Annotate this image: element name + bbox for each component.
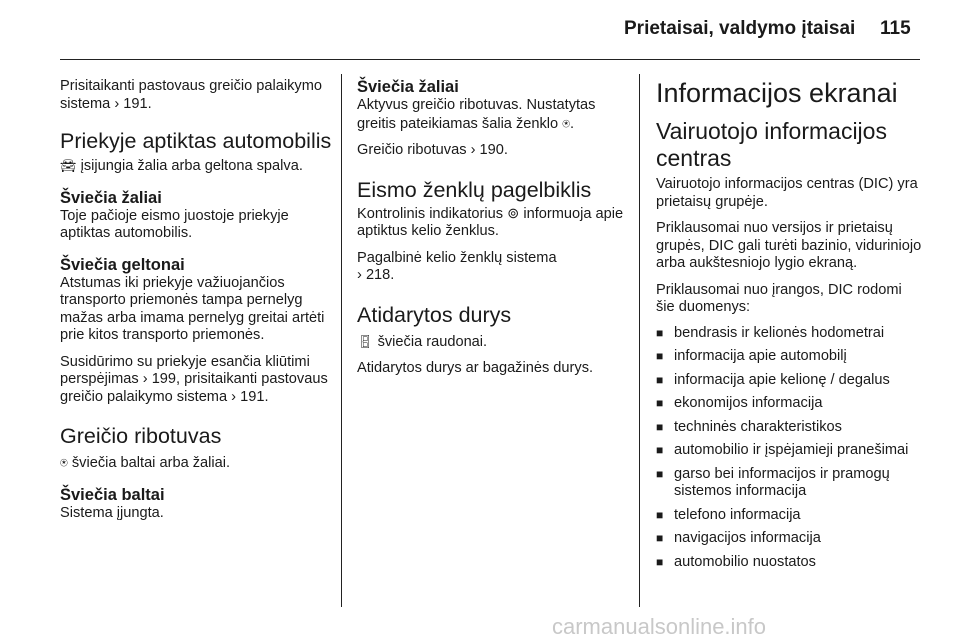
- dic-data-list: [656, 325, 924, 572]
- list-item: ■ garso bei informacijos ir pramogų sistemos informacija: [656, 466, 924, 501]
- lit-white-text: Sistema įjungta.: [60, 504, 164, 521]
- list-item: ■ automobilio nuostatos: [656, 554, 924, 572]
- lit-green-text: Toje pačioje eismo juostoje priekyje aptiktas automobilis.: [60, 207, 289, 241]
- heading-front-vehicle: Priekyje aptiktas automobilis: [60, 129, 332, 153]
- car-icon: 🚘︎: [60, 158, 77, 173]
- arrow-ref-icon: ›: [114, 95, 120, 112]
- list-item: ■ ekonomijos informacija: [656, 395, 924, 413]
- front-vehicle-text: įsijungia žalia arba geltona spalva.: [80, 158, 303, 174]
- list-item: ■ automobilio ir įspėjamieji pranešimai: [656, 442, 924, 460]
- heading-speed-limiter: Greičio ribotuvas: [60, 424, 222, 448]
- arrow-ref-icon: ›: [470, 142, 476, 158]
- acc-text: prisitaikanti pastovaus greičio palaikymo sistema: [60, 371, 328, 405]
- page-header-title: Prietaisai, valdymo įtaisai: [624, 18, 856, 39]
- column-separator-1: [341, 74, 342, 607]
- list-item: ■ bendrasis ir kelionės hodometrai: [656, 325, 924, 343]
- paragraph-acc: Prisitaikanti pastovaus greičio palaikymo sistema: [60, 78, 322, 112]
- traffic-sign-text: Kontrolinis indikatorius ⊚ informuoja apie aptiktus kelio ženklus.: [357, 205, 624, 239]
- door-open-icon: 🚪︎: [357, 333, 374, 349]
- heading-lit-green-2: Šviečia žaliai: [357, 78, 459, 96]
- column-separator-2: [639, 74, 640, 607]
- sign-system-text: Pagalbinė kelio ženklų sistema: [357, 249, 557, 266]
- page-ref: 190.: [479, 142, 508, 158]
- page-number: 115: [880, 18, 911, 39]
- list-item: ■ informacija apie kelionę / degalus: [656, 372, 924, 390]
- heading-traffic-sign: Eismo ženklų pagelbiklis: [357, 177, 592, 202]
- speed-limiter-icon: ⍟: [60, 455, 68, 470]
- header-rule: [60, 59, 920, 60]
- limiter-active-text: Aktyvus greičio ribotuvas. Nustatytas greitis pateikiamas šalia ženklo: [357, 97, 596, 132]
- dic-paragraph-3: Priklausomai nuo įrangos, DIC rodomi šie duomenys:: [656, 281, 902, 315]
- dic-paragraph-2: Priklausomai nuo versijos ir prietaisų grupės, DIC gali turėti bazinio, viduriniojo arba aukštesniojo lygio ekraną.: [656, 220, 922, 271]
- door-text-2: Atidarytos durys ar bagažinės durys.: [357, 360, 594, 376]
- column-3: [656, 78, 924, 577]
- page-ref: 191.: [240, 388, 269, 405]
- list-item: ■ navigacijos informacija: [656, 530, 924, 548]
- heading-lit-green: Šviečia žaliai: [60, 188, 162, 207]
- heading-info-displays: Informacijos ekranai: [656, 78, 898, 108]
- heading-door-open: Atidarytos durys: [357, 302, 512, 327]
- page-ref: 199,: [151, 371, 181, 387]
- door-text: šviečia raudonai.: [377, 333, 488, 350]
- heading-lit-white: Šviečia baltai: [60, 485, 165, 504]
- dic-paragraph-1: Vairuotojo informacijos centras (DIC) yra prietaisų grupėje.: [656, 176, 918, 210]
- heading-lit-yellow: Šviečia geltonai: [60, 255, 185, 274]
- page-ref: 218.: [365, 267, 395, 283]
- arrow-ref-icon: ›: [142, 371, 148, 387]
- watermark: carmanualsonline.info: [552, 614, 767, 639]
- arrow-ref-icon: ›: [231, 388, 237, 405]
- collision-text: Susidūrimo su priekyje esančia kliūtimi perspėjimas: [60, 353, 310, 387]
- list-item: ■ telefono informacija: [656, 507, 924, 525]
- list-item: ■ informacija apie automobilį: [656, 348, 924, 366]
- limiter-ref-text: Greičio ribotuvas: [357, 142, 467, 158]
- column-2: Šviečia žaliai Aktyvus greičio ribotuvas. Nustatytas greitis pateikiamas šalia ženklo ⍟. Greičio ribotuvas › 190. Eismo ženklų pagelbiklis Kontrolinis indikatorius ⊚ informuoja apie aptiktus kelio ženklus. Pagalbinė kelio ženklų sistema › 218. Atidarytos durys 🚪︎ šviečia raudonai. Atidarytos durys ar bagažinės durys.: [357, 78, 627, 378]
- column-1: [60, 78, 335, 522]
- lit-yellow-text: Atstumas iki priekyje važiuojančios transporto priemonės tampa pernelyg mažas arba imama pernelyg greitai artėti prie kitos transporto priemonės.: [60, 274, 325, 343]
- heading-dic: Vairuotojo informacijos centras: [656, 118, 887, 171]
- list-item: ■ techninės charakteristikos: [656, 419, 924, 437]
- speed-limiter-icon: ⍟: [562, 115, 571, 131]
- page-ref: 191.: [123, 95, 152, 112]
- limiter-text: šviečia baltai arba žaliai.: [71, 455, 231, 471]
- arrow-ref-icon: ›: [357, 267, 362, 283]
